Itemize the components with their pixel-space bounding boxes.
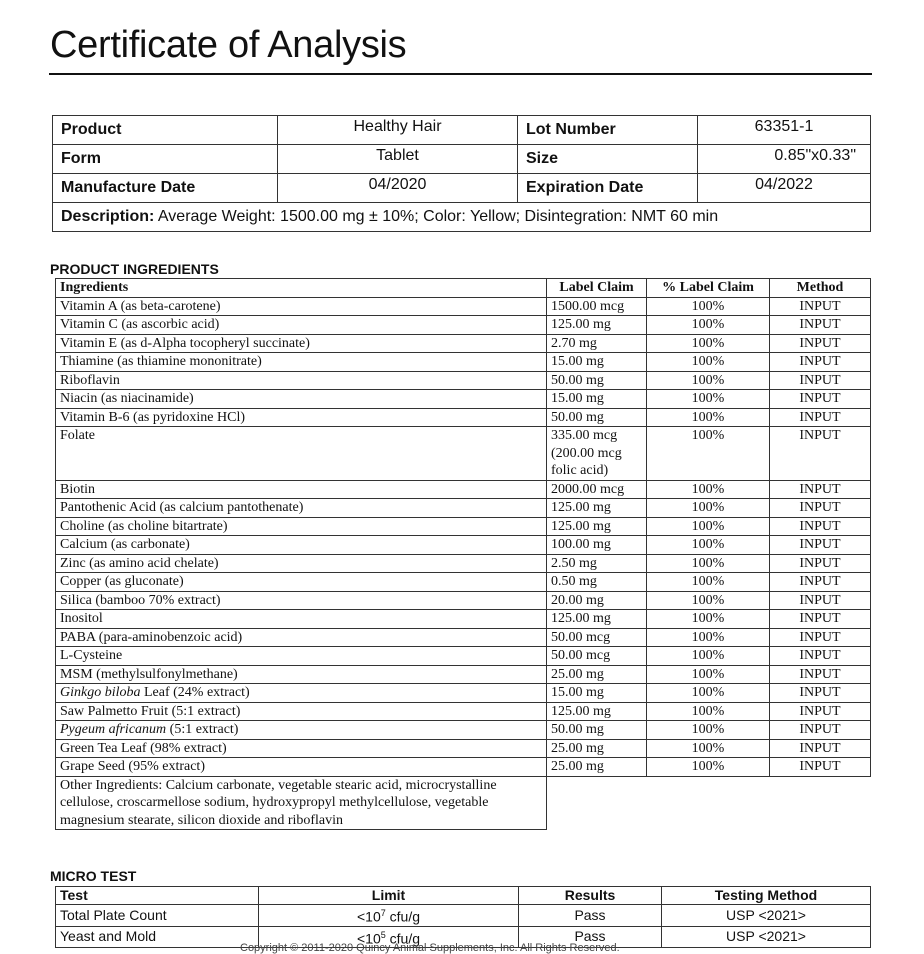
label-claim-value: 50.00 mg bbox=[547, 408, 647, 427]
percent-label-claim-value: 100% bbox=[647, 573, 770, 592]
ingredient-name bbox=[56, 647, 547, 666]
table-row bbox=[56, 536, 871, 555]
limit-exponent: 5 bbox=[380, 929, 386, 940]
empty-cell bbox=[547, 776, 871, 830]
micro-limit bbox=[259, 905, 519, 927]
percent-label-claim-value: 100% bbox=[647, 647, 770, 666]
label-claim-value: 125.00 mg bbox=[547, 610, 647, 629]
col-header-testing-method: Testing Method bbox=[662, 887, 871, 905]
label-claim-value: 125.00 mg bbox=[547, 702, 647, 721]
percent-label-claim-value: 100% bbox=[647, 517, 770, 536]
percent-label-claim-value: 100% bbox=[647, 665, 770, 684]
method-value: INPUT bbox=[770, 371, 871, 390]
form-label: Form bbox=[53, 145, 278, 174]
limit-unit: cfu/g bbox=[385, 930, 420, 947]
method-value: INPUT bbox=[770, 591, 871, 610]
limit-unit: cfu/g bbox=[385, 908, 420, 925]
table-row bbox=[56, 334, 871, 353]
table-row bbox=[56, 408, 871, 427]
label-claim-value: 100.00 mg bbox=[547, 536, 647, 555]
percent-label-claim-value: 100% bbox=[647, 427, 770, 481]
manufacture-date-value: 04/2020 bbox=[278, 174, 518, 203]
percent-label-claim-value: 100% bbox=[647, 610, 770, 629]
ingredient-name bbox=[56, 573, 547, 592]
ingredient-name-text: Saw Palmetto Fruit (5:1 extract) bbox=[60, 703, 241, 719]
percent-label-claim-value: 100% bbox=[647, 390, 770, 409]
percent-label-claim-value: 100% bbox=[647, 408, 770, 427]
limit-base: <10 bbox=[356, 908, 381, 925]
label-claim-value: 50.00 mcg bbox=[547, 647, 647, 666]
percent-label-claim-value: 100% bbox=[647, 628, 770, 647]
table-row bbox=[56, 573, 871, 592]
form-value: Tablet bbox=[278, 145, 518, 174]
limit-exponent: 7 bbox=[380, 908, 386, 918]
ingredient-name-text: Calcium (as carbonate) bbox=[60, 537, 190, 552]
table-row bbox=[56, 427, 871, 481]
method-value: INPUT bbox=[770, 554, 871, 573]
label-claim-value: 2.70 mg bbox=[547, 334, 647, 353]
method-value: INPUT bbox=[770, 684, 871, 703]
ingredient-name bbox=[56, 628, 547, 647]
description-cell bbox=[53, 203, 871, 232]
label-claim-value: 335.00 mcg (200.00 mcg folic acid) bbox=[547, 427, 647, 481]
ingredient-name-text: Inositol bbox=[60, 611, 103, 626]
ingredients-header-row bbox=[56, 279, 871, 298]
page-title: Certificate of Analysis bbox=[50, 24, 407, 66]
label-claim-value: 50.00 mg bbox=[547, 371, 647, 390]
size-value: 0.85"x0.33" bbox=[698, 145, 871, 174]
ingredients-section-title: PRODUCT INGREDIENTS bbox=[50, 261, 219, 277]
method-value: INPUT bbox=[770, 702, 871, 721]
method-value: INPUT bbox=[770, 517, 871, 536]
method-value: INPUT bbox=[770, 427, 871, 481]
table-row bbox=[56, 647, 871, 666]
ingredient-name bbox=[56, 591, 547, 610]
table-row bbox=[56, 371, 871, 390]
label-claim-value: 125.00 mg bbox=[547, 517, 647, 536]
ingredient-name bbox=[56, 390, 547, 409]
micro-test-section-title: MICRO TEST bbox=[50, 868, 137, 884]
info-row-description bbox=[53, 203, 871, 232]
percent-label-claim-value: 100% bbox=[647, 536, 770, 555]
col-header-results: Results bbox=[519, 887, 662, 905]
method-value: INPUT bbox=[770, 536, 871, 555]
percent-label-claim-value: 100% bbox=[647, 758, 770, 777]
table-row bbox=[56, 702, 871, 721]
lot-number-value: 63351-1 bbox=[698, 116, 871, 145]
method-value: INPUT bbox=[770, 408, 871, 427]
limit-base: <10 bbox=[356, 930, 381, 947]
method-value: INPUT bbox=[770, 647, 871, 666]
ingredient-botanical-name: Ginkgo biloba bbox=[60, 685, 141, 700]
table-row bbox=[56, 297, 871, 316]
method-value: INPUT bbox=[770, 499, 871, 518]
ingredient-name bbox=[56, 353, 547, 372]
table-row bbox=[56, 517, 871, 536]
label-claim-value: 0.50 mg bbox=[547, 573, 647, 592]
table-row bbox=[56, 905, 871, 927]
percent-label-claim-value: 100% bbox=[647, 297, 770, 316]
ingredient-name-text: Pantothenic Acid (as calcium pantothenate) bbox=[60, 500, 304, 515]
col-header-ingredients: Ingredients bbox=[56, 279, 547, 298]
ingredient-name-text: Green Tea Leaf (98% extract) bbox=[60, 740, 227, 756]
label-claim-value: 2000.00 mcg bbox=[547, 480, 647, 499]
percent-label-claim-value: 100% bbox=[647, 316, 770, 335]
label-claim-value: 20.00 mg bbox=[547, 591, 647, 610]
ingredient-name bbox=[56, 684, 547, 703]
ingredient-name bbox=[56, 536, 547, 555]
ingredient-name bbox=[56, 371, 547, 390]
ingredient-name bbox=[56, 427, 547, 481]
table-row bbox=[56, 665, 871, 684]
ingredient-name-text: Leaf (24% extract) bbox=[140, 685, 250, 700]
percent-label-claim-value: 100% bbox=[647, 480, 770, 499]
ingredient-name bbox=[56, 316, 547, 335]
method-value: INPUT bbox=[770, 665, 871, 684]
micro-header-row bbox=[56, 887, 871, 905]
table-row bbox=[56, 353, 871, 372]
info-row-form bbox=[53, 145, 871, 174]
table-row bbox=[56, 684, 871, 703]
ingredient-name-text: Vitamin B-6 (as pyridoxine HCl) bbox=[60, 409, 246, 425]
ingredient-name bbox=[56, 739, 547, 758]
ingredient-name bbox=[56, 702, 547, 721]
ingredient-name-text: Niacin (as niacinamide) bbox=[60, 391, 194, 406]
copyright-footer: Copyright © 2011-2020 Quincy Animal Supplements, Inc. All Rights Reserved. bbox=[240, 942, 620, 954]
method-value: INPUT bbox=[770, 316, 871, 335]
ingredient-name bbox=[56, 610, 547, 629]
percent-label-claim-value: 100% bbox=[647, 739, 770, 758]
ingredient-name-text: L-Cysteine bbox=[60, 648, 123, 663]
method-value: INPUT bbox=[770, 480, 871, 499]
ingredient-name-text: MSM (methylsulfonylmethane) bbox=[60, 666, 238, 682]
method-value: INPUT bbox=[770, 334, 871, 353]
micro-test-table bbox=[55, 886, 871, 948]
micro-test-name: Total Plate Count bbox=[56, 905, 259, 927]
method-value: INPUT bbox=[770, 721, 871, 740]
col-header-test: Test bbox=[56, 887, 259, 905]
ingredient-name-text: Vitamin A (as beta-carotene) bbox=[60, 298, 221, 314]
table-row bbox=[56, 316, 871, 335]
method-value: INPUT bbox=[770, 297, 871, 316]
ingredient-name-text: Zinc (as amino acid chelate) bbox=[60, 555, 219, 571]
expiration-date-label: Expiration Date bbox=[518, 174, 698, 203]
table-row bbox=[56, 739, 871, 758]
micro-result: Pass bbox=[519, 905, 662, 927]
method-value: INPUT bbox=[770, 610, 871, 629]
label-claim-value: 50.00 mcg bbox=[547, 628, 647, 647]
table-row bbox=[56, 390, 871, 409]
col-header-percent-label-claim: % Label Claim bbox=[647, 279, 770, 298]
percent-label-claim-value: 100% bbox=[647, 702, 770, 721]
other-ingredients-row bbox=[56, 776, 871, 830]
ingredient-name-text: PABA (para-aminobenzoic acid) bbox=[60, 629, 243, 645]
col-header-limit: Limit bbox=[259, 887, 519, 905]
product-value: Healthy Hair bbox=[278, 116, 518, 145]
percent-label-claim-value: 100% bbox=[647, 499, 770, 518]
table-row bbox=[56, 480, 871, 499]
micro-testing-method: USP <2021> bbox=[662, 926, 871, 948]
ingredient-name bbox=[56, 721, 547, 740]
percent-label-claim-value: 100% bbox=[647, 721, 770, 740]
percent-label-claim-value: 100% bbox=[647, 684, 770, 703]
product-info-table bbox=[52, 115, 871, 232]
table-row bbox=[56, 721, 871, 740]
ingredient-name-text: Thiamine (as thiamine mononitrate) bbox=[60, 354, 262, 369]
ingredient-name-text: Silica (bamboo 70% extract) bbox=[60, 592, 221, 608]
percent-label-claim-value: 100% bbox=[647, 353, 770, 372]
table-row bbox=[56, 758, 871, 777]
label-claim-value: 125.00 mg bbox=[547, 499, 647, 518]
ingredient-name-text: Copper (as gluconate) bbox=[60, 574, 184, 589]
ingredient-name bbox=[56, 758, 547, 777]
ingredient-name-text: Choline (as choline bitartrate) bbox=[60, 518, 228, 534]
expiration-date-value: 04/2022 bbox=[698, 174, 871, 203]
ingredient-name bbox=[56, 517, 547, 536]
table-row bbox=[56, 610, 871, 629]
ingredient-name bbox=[56, 297, 547, 316]
size-label: Size bbox=[518, 145, 698, 174]
other-ingredients-text: Other Ingredients: Calcium carbonate, vegetable stearic acid, microcrystalline cellulose, croscarmellose sodium, hydroxypropyl methylcellulose, vegetable magnesium stearate, silicon dioxide and riboflavin bbox=[56, 776, 547, 830]
ingredient-name-text: Vitamin E (as d-Alpha tocopheryl succinate) bbox=[60, 335, 310, 351]
method-value: INPUT bbox=[770, 353, 871, 372]
ingredient-name bbox=[56, 499, 547, 518]
info-row-dates bbox=[53, 174, 871, 203]
ingredient-name-text: Biotin bbox=[60, 481, 96, 497]
lot-number-label: Lot Number bbox=[518, 116, 698, 145]
label-claim-value: 1500.00 mcg bbox=[547, 297, 647, 316]
label-claim-value: 15.00 mg bbox=[547, 684, 647, 703]
info-row-product bbox=[53, 116, 871, 145]
label-claim-value: 25.00 mg bbox=[547, 665, 647, 684]
table-row bbox=[56, 554, 871, 573]
percent-label-claim-value: 100% bbox=[647, 591, 770, 610]
label-claim-value: 15.00 mg bbox=[547, 353, 647, 372]
ingredient-name-text: Vitamin C (as ascorbic acid) bbox=[60, 317, 220, 332]
micro-test-name: Yeast and Mold bbox=[56, 926, 259, 948]
table-row bbox=[56, 591, 871, 610]
label-claim-value: 50.00 mg bbox=[547, 721, 647, 740]
ingredient-name-text: Riboflavin bbox=[60, 372, 120, 388]
table-row bbox=[56, 628, 871, 647]
ingredient-botanical-name: Pygeum africanum bbox=[60, 722, 167, 737]
ingredient-name-text: Grape Seed (95% extract) bbox=[60, 759, 205, 774]
ingredients-table bbox=[55, 278, 871, 830]
table-row bbox=[56, 499, 871, 518]
title-divider bbox=[49, 73, 872, 75]
label-claim-value: 25.00 mg bbox=[547, 739, 647, 758]
col-header-method: Method bbox=[770, 279, 871, 298]
method-value: INPUT bbox=[770, 739, 871, 758]
percent-label-claim-value: 100% bbox=[647, 554, 770, 573]
percent-label-claim-value: 100% bbox=[647, 334, 770, 353]
manufacture-date-label: Manufacture Date bbox=[53, 174, 278, 203]
ingredient-name-text: Folate bbox=[60, 428, 95, 443]
method-value: INPUT bbox=[770, 573, 871, 592]
product-label: Product bbox=[53, 116, 278, 145]
label-claim-value: 25.00 mg bbox=[547, 758, 647, 777]
label-claim-value: 125.00 mg bbox=[547, 316, 647, 335]
method-value: INPUT bbox=[770, 390, 871, 409]
label-claim-value: 2.50 mg bbox=[547, 554, 647, 573]
ingredient-name bbox=[56, 408, 547, 427]
ingredient-name-text: (5:1 extract) bbox=[166, 722, 239, 737]
micro-testing-method: USP <2021> bbox=[662, 905, 871, 927]
ingredient-name bbox=[56, 554, 547, 573]
micro-result: Pass bbox=[519, 926, 662, 948]
ingredient-name bbox=[56, 665, 547, 684]
label-claim-value: 15.00 mg bbox=[547, 390, 647, 409]
percent-label-claim-value: 100% bbox=[647, 371, 770, 390]
method-value: INPUT bbox=[770, 758, 871, 777]
description-value: Average Weight: 1500.00 mg ± 10%; Color: Yellow; Disintegration: NMT 60 min bbox=[154, 208, 719, 225]
ingredient-name bbox=[56, 334, 547, 353]
col-header-label-claim: Label Claim bbox=[547, 279, 647, 298]
description-label: Description: bbox=[61, 208, 155, 225]
method-value: INPUT bbox=[770, 628, 871, 647]
ingredient-name bbox=[56, 480, 547, 499]
